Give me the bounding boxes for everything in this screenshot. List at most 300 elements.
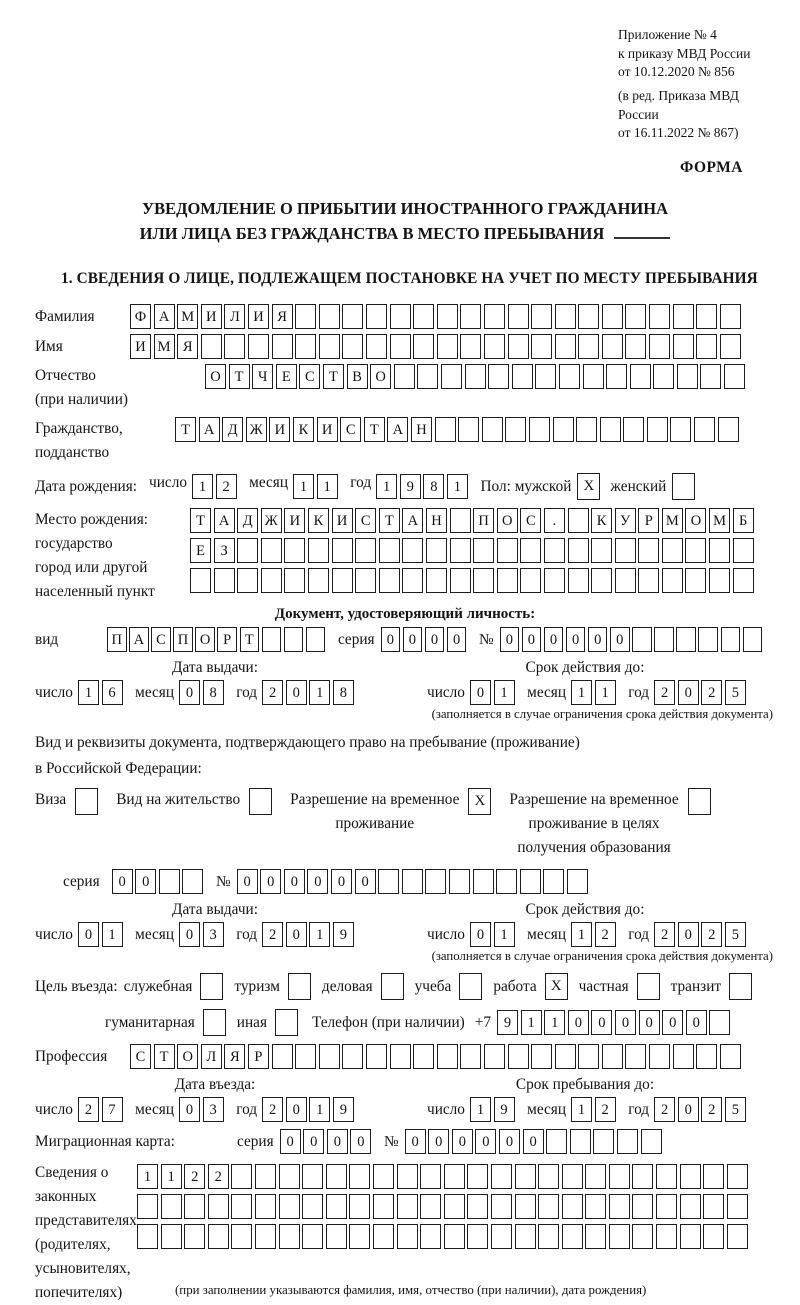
char-cell[interactable] (231, 1224, 252, 1249)
char-cell[interactable] (355, 568, 376, 593)
year-cell[interactable]: 2 (701, 1097, 722, 1122)
day-cell[interactable]: 1 (192, 474, 213, 499)
char-cell[interactable]: 0 (331, 869, 352, 894)
char-cell[interactable] (531, 334, 552, 359)
char-cell[interactable] (379, 538, 400, 563)
char-cell[interactable] (231, 1164, 252, 1189)
char-cell[interactable] (520, 568, 541, 593)
day-cell[interactable]: 1 (494, 922, 515, 947)
char-cell[interactable] (413, 1044, 434, 1069)
year-cell[interactable]: 9 (400, 474, 421, 499)
char-cell[interactable] (680, 1224, 701, 1249)
char-cell[interactable] (508, 304, 529, 329)
patronymic-field[interactable] (205, 364, 748, 389)
char-cell[interactable] (600, 417, 621, 442)
char-cell[interactable] (576, 417, 597, 442)
char-cell[interactable] (562, 1194, 583, 1219)
char-cell[interactable] (420, 1164, 441, 1189)
char-cell[interactable] (698, 627, 718, 652)
char-cell[interactable] (515, 1224, 536, 1249)
char-cell[interactable]: С (299, 364, 320, 389)
char-cell[interactable]: С (151, 627, 171, 652)
char-cell[interactable]: 0 (135, 869, 156, 894)
char-cell[interactable]: И (284, 508, 305, 533)
doc-issue-field[interactable] (35, 680, 395, 705)
char-cell[interactable] (578, 1044, 599, 1069)
char-cell[interactable] (279, 1194, 300, 1219)
char-cell[interactable] (700, 364, 721, 389)
char-cell[interactable] (647, 417, 668, 442)
char-cell[interactable] (673, 1044, 694, 1069)
char-cell[interactable] (609, 1224, 630, 1249)
char-cell[interactable] (515, 1194, 536, 1219)
char-cell[interactable]: А (387, 417, 408, 442)
char-cell[interactable] (397, 1194, 418, 1219)
char-cell[interactable] (413, 304, 434, 329)
char-cell[interactable] (319, 1044, 340, 1069)
char-cell[interactable]: Р (248, 1044, 269, 1069)
char-cell[interactable] (450, 538, 471, 563)
char-cell[interactable] (515, 1164, 536, 1189)
char-cell[interactable] (531, 304, 552, 329)
month-cell[interactable]: 3 (203, 1097, 224, 1122)
char-cell[interactable] (673, 304, 694, 329)
char-cell[interactable] (680, 1194, 701, 1219)
char-cell[interactable] (214, 568, 235, 593)
char-cell[interactable]: Е (190, 538, 211, 563)
year-cell[interactable]: 5 (725, 922, 746, 947)
char-cell[interactable] (656, 1224, 677, 1249)
char-cell[interactable]: 0 (686, 1010, 707, 1035)
day-cell[interactable]: 2 (78, 1097, 99, 1122)
char-cell[interactable]: О (370, 364, 391, 389)
char-cell[interactable] (578, 304, 599, 329)
char-cell[interactable] (184, 1194, 205, 1219)
char-cell[interactable] (319, 304, 340, 329)
purpose-option-checkbox[interactable] (381, 973, 404, 1000)
char-cell[interactable] (467, 1194, 488, 1219)
char-cell[interactable]: Ж (261, 508, 282, 533)
month-cell[interactable]: 2 (595, 1097, 616, 1122)
name-field[interactable] (130, 334, 743, 359)
phone-field[interactable] (497, 1010, 733, 1035)
char-cell[interactable] (366, 334, 387, 359)
char-cell[interactable]: Л (201, 1044, 222, 1069)
char-cell[interactable] (602, 304, 623, 329)
char-cell[interactable]: Т (379, 508, 400, 533)
char-cell[interactable]: Я (177, 334, 198, 359)
char-cell[interactable] (342, 304, 363, 329)
permit-series-field[interactable] (112, 869, 206, 894)
char-cell[interactable] (473, 568, 494, 593)
char-cell[interactable]: Т (154, 1044, 175, 1069)
year-cell[interactable]: 1 (309, 922, 330, 947)
month-cell[interactable]: 1 (571, 1097, 592, 1122)
char-cell[interactable] (397, 1224, 418, 1249)
char-cell[interactable]: М (154, 334, 175, 359)
char-cell[interactable] (390, 304, 411, 329)
char-cell[interactable] (721, 627, 741, 652)
char-cell[interactable]: 0 (610, 627, 630, 652)
char-cell[interactable] (520, 538, 541, 563)
char-cell[interactable]: 2 (184, 1164, 205, 1189)
char-cell[interactable] (724, 364, 745, 389)
stay-until-field[interactable] (395, 1097, 775, 1122)
char-cell[interactable]: Р (638, 508, 659, 533)
char-cell[interactable]: 0 (566, 627, 586, 652)
char-cell[interactable]: С (340, 417, 361, 442)
char-cell[interactable] (342, 1044, 363, 1069)
char-cell[interactable]: О (205, 364, 226, 389)
year-cell[interactable]: 0 (286, 680, 307, 705)
char-cell[interactable] (727, 1224, 748, 1249)
char-cell[interactable] (261, 538, 282, 563)
char-cell[interactable]: Н (426, 508, 447, 533)
char-cell[interactable] (538, 1224, 559, 1249)
char-cell[interactable]: 0 (284, 869, 305, 894)
day-cell[interactable]: 6 (102, 680, 123, 705)
char-cell[interactable] (709, 1010, 730, 1035)
char-cell[interactable] (397, 1164, 418, 1189)
day-cell[interactable]: 1 (494, 680, 515, 705)
char-cell[interactable] (591, 568, 612, 593)
char-cell[interactable] (491, 1194, 512, 1219)
char-cell[interactable] (450, 568, 471, 593)
entry-date-field[interactable] (35, 1097, 395, 1122)
char-cell[interactable] (602, 1044, 623, 1069)
char-cell[interactable] (261, 568, 282, 593)
char-cell[interactable] (535, 364, 556, 389)
char-cell[interactable] (284, 538, 305, 563)
char-cell[interactable] (653, 364, 674, 389)
char-cell[interactable] (279, 1164, 300, 1189)
char-cell[interactable]: 0 (405, 1129, 426, 1154)
char-cell[interactable] (602, 334, 623, 359)
surname-field[interactable] (130, 304, 743, 329)
char-cell[interactable] (437, 1044, 458, 1069)
char-cell[interactable] (484, 304, 505, 329)
purpose-option-checkbox[interactable] (637, 973, 660, 1000)
char-cell[interactable]: И (201, 304, 222, 329)
month-cell[interactable]: 0 (179, 1097, 200, 1122)
month-cell[interactable]: 1 (595, 680, 616, 705)
char-cell[interactable]: К (308, 508, 329, 533)
char-cell[interactable]: 9 (497, 1010, 518, 1035)
char-cell[interactable] (497, 568, 518, 593)
char-cell[interactable]: Е (276, 364, 297, 389)
sex-male-checkbox[interactable]: X (577, 473, 600, 500)
day-cell[interactable]: 0 (78, 922, 99, 947)
day-cell[interactable]: 1 (470, 1097, 491, 1122)
permit-option-checkbox[interactable] (249, 788, 272, 815)
char-cell[interactable] (402, 538, 423, 563)
char-cell[interactable] (546, 1129, 567, 1154)
char-cell[interactable] (284, 568, 305, 593)
char-cell[interactable]: 0 (112, 869, 133, 894)
char-cell[interactable] (543, 869, 564, 894)
char-cell[interactable] (378, 869, 399, 894)
char-cell[interactable]: М (177, 304, 198, 329)
char-cell[interactable] (733, 538, 754, 563)
year-cell[interactable]: 0 (678, 922, 699, 947)
char-cell[interactable] (467, 1224, 488, 1249)
doc-series-field[interactable] (381, 627, 469, 652)
day-cell[interactable]: 0 (470, 922, 491, 947)
char-cell[interactable]: 0 (475, 1129, 496, 1154)
purpose-option-checkbox[interactable] (275, 1009, 298, 1036)
year-cell[interactable]: 9 (333, 922, 354, 947)
permit-valid-field[interactable] (395, 922, 775, 947)
char-cell[interactable] (606, 364, 627, 389)
char-cell[interactable] (694, 417, 715, 442)
char-cell[interactable] (632, 1164, 653, 1189)
year-cell[interactable]: 1 (376, 474, 397, 499)
char-cell[interactable]: 0 (499, 1129, 520, 1154)
char-cell[interactable]: 0 (447, 627, 467, 652)
char-cell[interactable]: М (709, 508, 730, 533)
char-cell[interactable] (625, 334, 646, 359)
char-cell[interactable] (641, 1129, 662, 1154)
day-cell[interactable]: 7 (102, 1097, 123, 1122)
char-cell[interactable] (649, 304, 670, 329)
day-cell[interactable]: 1 (78, 680, 99, 705)
char-cell[interactable]: Т (190, 508, 211, 533)
char-cell[interactable]: А (129, 627, 149, 652)
char-cell[interactable]: 0 (568, 1010, 589, 1035)
char-cell[interactable] (326, 1224, 347, 1249)
char-cell[interactable] (332, 538, 353, 563)
char-cell[interactable] (262, 627, 282, 652)
char-cell[interactable]: 1 (544, 1010, 565, 1035)
birth-place-line2[interactable] (190, 538, 756, 563)
char-cell[interactable]: С (520, 508, 541, 533)
char-cell[interactable]: 1 (161, 1164, 182, 1189)
char-cell[interactable]: Т (175, 417, 196, 442)
char-cell[interactable] (615, 568, 636, 593)
month-cell[interactable]: 1 (317, 474, 338, 499)
char-cell[interactable] (743, 627, 763, 652)
char-cell[interactable] (279, 1224, 300, 1249)
char-cell[interactable]: 1 (521, 1010, 542, 1035)
char-cell[interactable] (632, 1224, 653, 1249)
char-cell[interactable] (488, 364, 509, 389)
char-cell[interactable] (482, 417, 503, 442)
char-cell[interactable] (255, 1224, 276, 1249)
char-cell[interactable] (373, 1194, 394, 1219)
char-cell[interactable] (413, 334, 434, 359)
char-cell[interactable]: Ч (252, 364, 273, 389)
char-cell[interactable] (662, 538, 683, 563)
year-cell[interactable]: 9 (333, 1097, 354, 1122)
char-cell[interactable] (680, 1164, 701, 1189)
char-cell[interactable] (366, 1044, 387, 1069)
char-cell[interactable]: Н (411, 417, 432, 442)
char-cell[interactable]: 2 (208, 1164, 229, 1189)
char-cell[interactable] (441, 364, 462, 389)
char-cell[interactable] (529, 417, 550, 442)
char-cell[interactable] (559, 364, 580, 389)
year-cell[interactable]: 0 (286, 922, 307, 947)
char-cell[interactable] (555, 1044, 576, 1069)
char-cell[interactable]: У (615, 508, 636, 533)
year-cell[interactable]: 2 (654, 1097, 675, 1122)
year-cell[interactable]: 8 (423, 474, 444, 499)
year-cell[interactable]: 1 (447, 474, 468, 499)
char-cell[interactable]: 0 (639, 1010, 660, 1035)
char-cell[interactable] (255, 1164, 276, 1189)
char-cell[interactable] (656, 1164, 677, 1189)
char-cell[interactable] (366, 304, 387, 329)
char-cell[interactable] (615, 538, 636, 563)
char-cell[interactable]: Ж (246, 417, 267, 442)
char-cell[interactable]: О (177, 1044, 198, 1069)
purpose-option-checkbox[interactable] (200, 973, 223, 1000)
char-cell[interactable]: Я (272, 304, 293, 329)
char-cell[interactable] (720, 334, 741, 359)
char-cell[interactable] (491, 1224, 512, 1249)
char-cell[interactable] (609, 1164, 630, 1189)
month-cell[interactable]: 8 (203, 680, 224, 705)
char-cell[interactable] (437, 304, 458, 329)
char-cell[interactable] (390, 334, 411, 359)
char-cell[interactable]: 0 (403, 627, 423, 652)
char-cell[interactable]: О (497, 508, 518, 533)
char-cell[interactable] (272, 334, 293, 359)
char-cell[interactable]: А (199, 417, 220, 442)
char-cell[interactable]: Я (224, 1044, 245, 1069)
char-cell[interactable]: 0 (522, 627, 542, 652)
char-cell[interactable] (379, 568, 400, 593)
char-cell[interactable] (426, 538, 447, 563)
year-cell[interactable]: 0 (286, 1097, 307, 1122)
char-cell[interactable] (496, 869, 517, 894)
char-cell[interactable] (467, 1164, 488, 1189)
char-cell[interactable] (676, 627, 696, 652)
char-cell[interactable]: И (317, 417, 338, 442)
char-cell[interactable]: И (130, 334, 151, 359)
char-cell[interactable] (458, 417, 479, 442)
char-cell[interactable]: 0 (355, 869, 376, 894)
mig-number-field[interactable] (405, 1129, 665, 1154)
char-cell[interactable] (491, 1164, 512, 1189)
year-cell[interactable]: 5 (725, 680, 746, 705)
char-cell[interactable]: 0 (588, 627, 608, 652)
char-cell[interactable] (591, 538, 612, 563)
day-cell[interactable]: 0 (470, 680, 491, 705)
doc-number-field[interactable] (500, 627, 765, 652)
char-cell[interactable] (508, 1044, 529, 1069)
char-cell[interactable] (302, 1164, 323, 1189)
year-cell[interactable]: 5 (725, 1097, 746, 1122)
char-cell[interactable] (460, 304, 481, 329)
permit-option-checkbox[interactable] (688, 788, 711, 815)
char-cell[interactable]: Ф (130, 304, 151, 329)
char-cell[interactable]: 0 (381, 627, 401, 652)
char-cell[interactable]: 0 (523, 1129, 544, 1154)
char-cell[interactable] (718, 417, 739, 442)
char-cell[interactable] (201, 334, 222, 359)
char-cell[interactable] (733, 568, 754, 593)
char-cell[interactable] (444, 1164, 465, 1189)
permit-issue-field[interactable] (35, 922, 395, 947)
char-cell[interactable] (460, 1044, 481, 1069)
char-cell[interactable] (593, 1129, 614, 1154)
char-cell[interactable] (649, 334, 670, 359)
char-cell[interactable]: 0 (327, 1129, 348, 1154)
char-cell[interactable] (295, 334, 316, 359)
month-cell[interactable]: 3 (203, 922, 224, 947)
char-cell[interactable]: Р (217, 627, 237, 652)
char-cell[interactable] (508, 334, 529, 359)
char-cell[interactable] (420, 1224, 441, 1249)
char-cell[interactable] (520, 869, 541, 894)
char-cell[interactable] (625, 1044, 646, 1069)
char-cell[interactable] (703, 1194, 724, 1219)
char-cell[interactable] (326, 1164, 347, 1189)
char-cell[interactable]: 0 (260, 869, 281, 894)
char-cell[interactable] (568, 538, 589, 563)
char-cell[interactable] (402, 568, 423, 593)
year-cell[interactable]: 1 (309, 680, 330, 705)
char-cell[interactable]: 0 (237, 869, 258, 894)
char-cell[interactable] (159, 869, 180, 894)
char-cell[interactable] (444, 1194, 465, 1219)
year-cell[interactable]: 2 (701, 680, 722, 705)
char-cell[interactable] (685, 538, 706, 563)
purpose-option-checkbox[interactable] (459, 973, 482, 1000)
year-cell[interactable]: 2 (654, 680, 675, 705)
char-cell[interactable] (208, 1194, 229, 1219)
char-cell[interactable] (568, 568, 589, 593)
char-cell[interactable] (394, 364, 415, 389)
char-cell[interactable] (562, 1224, 583, 1249)
char-cell[interactable] (224, 334, 245, 359)
year-cell[interactable]: 2 (262, 680, 283, 705)
char-cell[interactable] (161, 1194, 182, 1219)
doc-valid-field[interactable] (395, 680, 775, 705)
char-cell[interactable]: Т (229, 364, 250, 389)
char-cell[interactable] (248, 334, 269, 359)
char-cell[interactable] (484, 1044, 505, 1069)
profession-field[interactable] (130, 1044, 743, 1069)
year-cell[interactable]: 2 (701, 922, 722, 947)
purpose-option-checkbox[interactable]: X (545, 973, 568, 1000)
char-cell[interactable] (677, 364, 698, 389)
char-cell[interactable] (373, 1224, 394, 1249)
char-cell[interactable]: 0 (425, 627, 445, 652)
char-cell[interactable]: П (173, 627, 193, 652)
char-cell[interactable]: П (473, 508, 494, 533)
char-cell[interactable]: А (402, 508, 423, 533)
char-cell[interactable] (231, 1194, 252, 1219)
char-cell[interactable]: И (248, 304, 269, 329)
char-cell[interactable] (460, 334, 481, 359)
char-cell[interactable]: З (214, 538, 235, 563)
char-cell[interactable] (544, 568, 565, 593)
char-cell[interactable] (720, 1044, 741, 1069)
legal-reps-line2[interactable] (137, 1194, 750, 1219)
char-cell[interactable]: 0 (544, 627, 564, 652)
birth-place-line1[interactable] (190, 508, 756, 533)
char-cell[interactable] (417, 364, 438, 389)
month-cell[interactable]: 1 (571, 680, 592, 705)
char-cell[interactable] (302, 1194, 323, 1219)
char-cell[interactable]: 1 (137, 1164, 158, 1189)
char-cell[interactable] (237, 538, 258, 563)
char-cell[interactable]: К (591, 508, 612, 533)
char-cell[interactable] (538, 1164, 559, 1189)
year-cell[interactable]: 0 (678, 680, 699, 705)
